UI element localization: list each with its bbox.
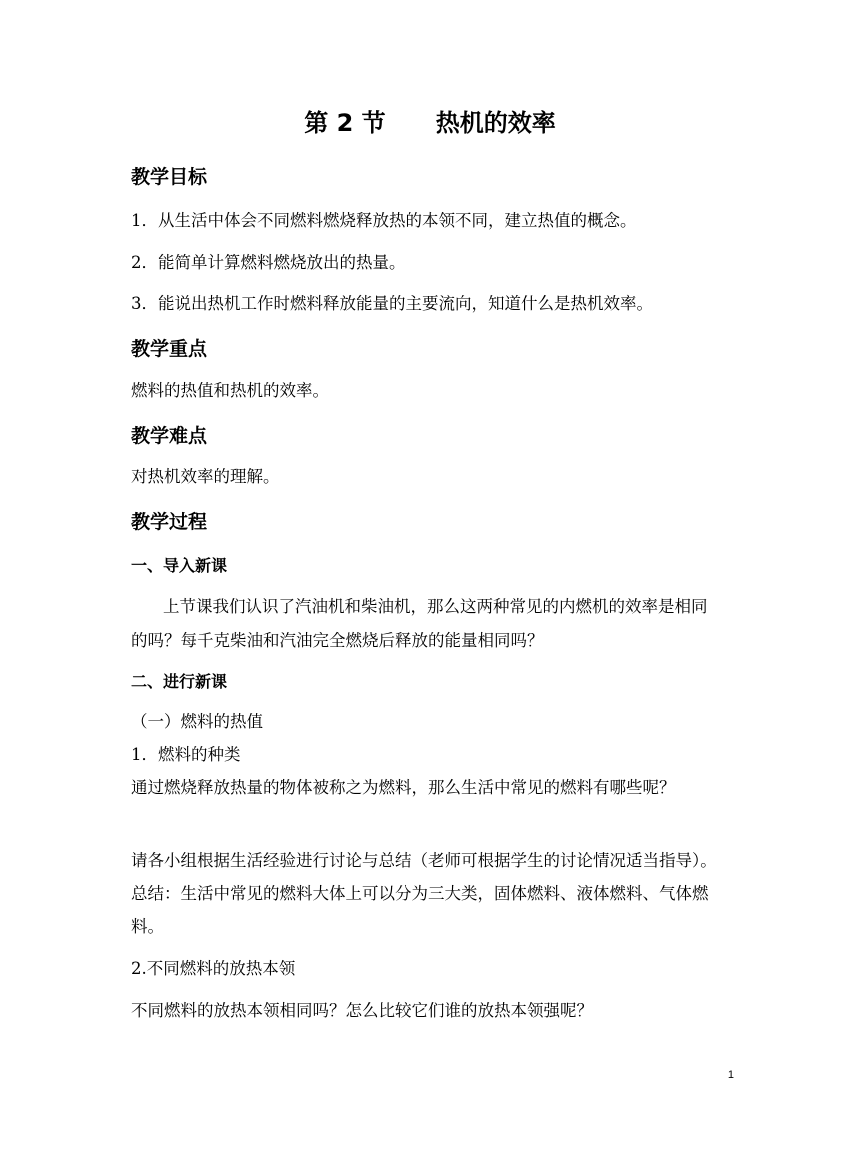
item-heat-release: 2.不同燃料的放热本领 — [131, 959, 296, 978]
objective-item-3: 3．能说出热机工作时燃料释放能量的主要流向，知道什么是热机效率。 — [131, 294, 653, 313]
part1-heading: 一、导入新课 — [131, 556, 228, 575]
key-points-heading: 教学重点 — [131, 338, 208, 360]
objectives-heading: 教学目标 — [131, 166, 208, 188]
fuel-question-text: 通过燃烧释放热量的物体被称之为燃料，那么生活中常见的燃料有哪些呢？ — [131, 778, 676, 797]
subsection-heading: （一）燃料的热值 — [131, 712, 263, 731]
key-points-text: 燃料的热值和热机的效率。 — [131, 381, 329, 400]
objective-item-2: 2．能简单计算燃料燃烧放出的热量。 — [131, 253, 406, 272]
part1-paragraph-line-2: 的吗？每千克柴油和汽油完全燃烧后释放的能量相同吗？ — [131, 631, 544, 650]
page-title: 第 2 节 热机的效率 — [304, 109, 556, 137]
heat-release-question: 不同燃料的放热本领相同吗？怎么比较它们谁的放热本领强呢？ — [131, 1001, 593, 1020]
difficulties-text: 对热机效率的理解。 — [131, 467, 280, 486]
part1-paragraph-line-1: 上节课我们认识了汽油机和柴油机，那么这两种常见的内燃机的效率是相同 — [163, 597, 708, 616]
summary-line-2: 料。 — [131, 917, 164, 936]
item-fuel-types: 1．燃料的种类 — [131, 745, 241, 764]
difficulties-heading: 教学难点 — [131, 425, 208, 447]
objective-item-1: 1．从生活中体会不同燃料燃烧释放热的本领不同，建立热值的概念。 — [131, 211, 637, 230]
page-number: 1 — [727, 1069, 734, 1081]
process-heading: 教学过程 — [131, 511, 208, 533]
part2-heading: 二、进行新课 — [131, 672, 228, 691]
summary-line-1: 总结：生活中常见的燃料大体上可以分为三大类，固体燃料、液体燃料、气体燃 — [131, 884, 709, 903]
discussion-text: 请各小组根据生活经验进行讨论与总结（老师可根据学生的讨论情况适当指导）。 — [131, 851, 717, 870]
